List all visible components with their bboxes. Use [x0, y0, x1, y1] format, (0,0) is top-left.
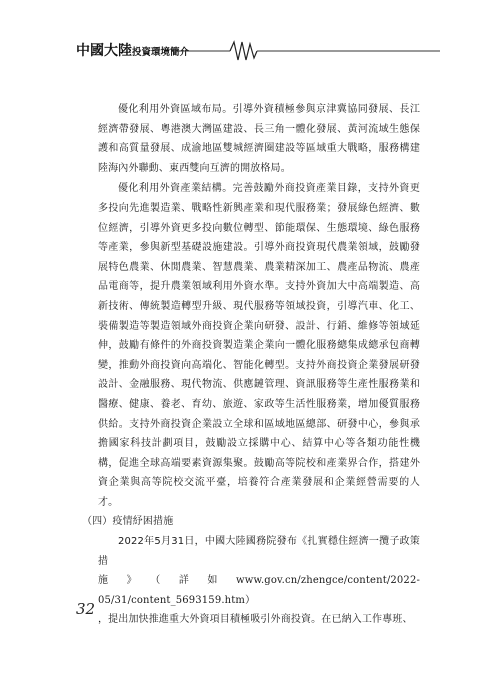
header-title-main: 中國大陸: [76, 43, 132, 59]
section-line-2-suffix: ）: [245, 594, 256, 606]
policy-url-link[interactable]: www.gov.cn/zhengce/content/2022-05/31/content_5693159.htm: [98, 575, 420, 606]
running-header: [76, 40, 440, 62]
section-line-3: ，提出加快推進重大外資項目積極吸引外商投資。在已納入工作專班、: [98, 614, 413, 626]
header-title-sub: 投資環境簡介: [132, 47, 190, 58]
section-line-2: [98, 571, 420, 610]
paragraph-industry-structure: 優化利用外資產業結構。完善鼓勵外商投資產業目錄，支持外資更多投向先進製造業、戰略性新興產業和現代服務業；發展綠色經濟、數位經濟，引導外資更多投向數位轉型、節能環保、生態環境、綠色服務等產業，參與新型基礎設施建設。引導外商投資現代農業領域，鼓勵發展特色農業、休閒農業、智慧農業、農業精深加工、農產品物流、農產品電商等，提升農業領域利用外資水準。支持外資加大中高端製造、高新技術、傳統製造轉型升級、現代服務等領域投資，引導汽車、化工、裝備製造等製造領域外商投資企業向研發、設計、行銷、維修等領域延伸，鼓勵有條件的外商投資製造業企業向一體化服務總集成總承包商轉變，推動外商投資向高端化、智能化轉型。支持外商投資企業發展研發設計、金融服務、現代物流、供應鏈管理、資訊服務等生產性服務業和醫療、健康、養老、育幼、旅遊、家政等生活性服務業，增加優質服務供給。支持外商投資企業設立全球和區域地區總部、研發中心，參與承擔國家科技計劃項目，鼓勵設立採購中心、結算中心等各類功能性機構，促進全球高端要素資源集聚。鼓勵高等院校和產業界合作，搭建外資企業與高等院校交流平臺，培養符合產業發展和企業經營需要的人才。: [98, 183, 420, 508]
section-line-1: 2022年5月31日，中國大陸國務院發布《扎實穩住經濟一攬子政策措: [98, 536, 420, 567]
section-heading: （四）疫情紓困措施: [82, 516, 174, 528]
header-pulse-line-icon: [76, 40, 440, 62]
paragraph-regional-layout: 優化利用外資區域布局。引導外資積極參與京津冀協同發展、長江經濟帶發展、粵港澳大灣區建設、長三角一體化發展、黃河流域生態保護和高質量發展、成渝地區雙城經濟圈建設等區域重大戰略，服務構建陸海內外聯動、東西雙向互濟的開放格局。: [98, 104, 420, 174]
section-line-2-prefix: 施》（詳如: [98, 575, 237, 587]
page-number: 32: [76, 600, 96, 618]
